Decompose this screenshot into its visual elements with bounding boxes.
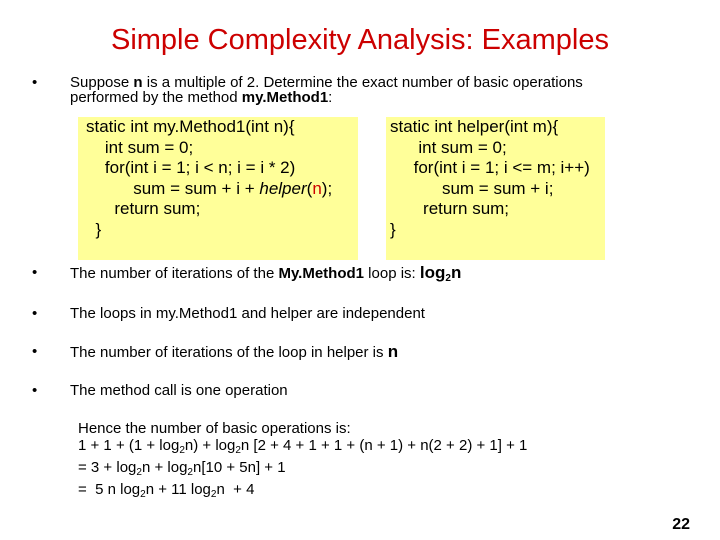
code-block-helper — [386, 117, 605, 260]
bullet-iterations: The number of iterations of the My.Method1 loop is: $\log_2n$ — [70, 263, 462, 284]
bullet-marker: • — [32, 305, 38, 322]
code-line: static int helper(int m){ — [390, 117, 559, 136]
code-line: static int my.Method1(int n){ — [86, 117, 295, 136]
code-line: } — [86, 219, 102, 239]
bullet-method-call: The method call is one operation — [70, 382, 288, 399]
calc-line: Hence the number of basic operations is: — [78, 420, 351, 437]
calc-line: = 5 n $\log_2n + 11$ $\log_2n + 4$ — [78, 481, 255, 500]
page-number: 22 — [672, 516, 690, 533]
code-line: for(int i = 1; i <= m; i++) — [390, 158, 590, 177]
bullet-marker: • — [32, 343, 38, 360]
bullet-marker: • — [32, 74, 38, 91]
code-line: return sum; — [390, 199, 510, 218]
calc-line: $1 + 1 + (1 + \log_2n) + \log_2n$ [2 + 4 + 1 + 1 + (n + 1) + n(2 + 2) + 1] + 1 — [78, 437, 528, 456]
code-line: } — [390, 219, 396, 239]
code-line: int sum = 0; — [390, 137, 507, 157]
bullet-marker: • — [32, 382, 38, 399]
code-line: sum = sum + i; — [390, 178, 554, 198]
code-line: for(int i = 1; i < n; i = i * 2) — [86, 158, 296, 177]
code-line: sum = sum + i + helper(n); — [86, 178, 333, 198]
bullet-marker: • — [32, 264, 38, 281]
code-block-mymethod1 — [78, 117, 358, 260]
slide-title: Simple Complexity Analysis: Examples — [110, 24, 609, 56]
calc-line: = $3 + \log_2n + \log_2n[10 + 5n] + 1$ — [78, 459, 286, 478]
bullet-independent: The loops in my.Method1 and helper are independent — [70, 305, 425, 322]
intro-text: Suppose n is a multiple of 2. Determine the exact number of basic operations performed by the method my.Method1: — [70, 74, 583, 106]
code-line: return sum; — [86, 199, 201, 218]
code-line: int sum = 0; — [86, 137, 194, 157]
bullet-helper-iterations: The number of iterations of the loop in helper is n — [70, 342, 399, 361]
operation-count-derivation — [78, 420, 527, 503]
